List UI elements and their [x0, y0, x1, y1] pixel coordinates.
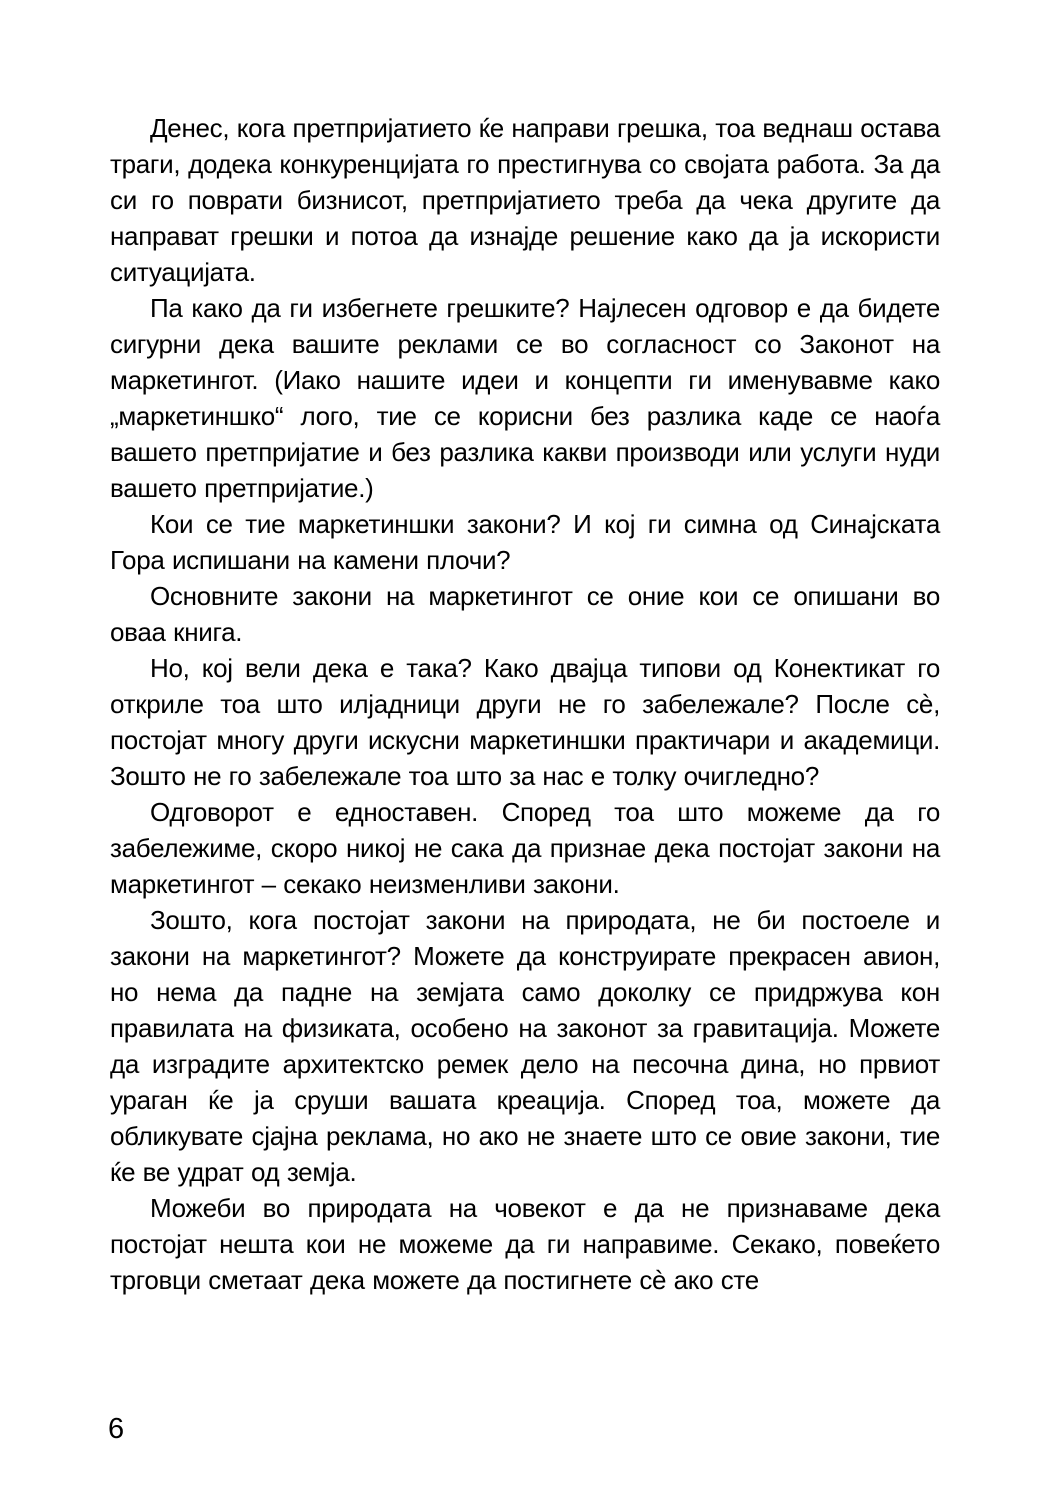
- paragraph: Денес, кога претпријатието ќе направи грешка, тоа веднаш остава траги, додека конкуренцијата го престигнува со својата работа. За да си го поврати бизнисот, претпријатието треба да чека другите да направат грешки и потоа да изнајде решение како да ја искористи ситуацијата.: [110, 113, 940, 287]
- paragraph: Кои се тие маркетиншки закони? И кој ги симна од Синајската Гора испишани на камени плочи?: [110, 509, 940, 575]
- paragraph: Основните закони на маркетингот се оние кои се опишани во оваа книга.: [110, 581, 940, 647]
- paragraph: Зошто, кога постојат закони на природата, не би постоеле и закони на маркетингот? Можете да конструирате прекрасен авион, но нема да падне на земјата само доколку се придржува кон правилата на физиката, особено на законот за гравитација. Можете да изградите архитектско ремек дело на песочна дина, но првиот ураган ќе ја сруши вашата креација. Според тоа, можете да обликувате сјајна реклама, но ако не знаете што се овие закони, тие ќе ве удрат од земја.: [110, 905, 940, 1187]
- paragraph: Одговорот е едноставен. Според тоа што можеме да го забележиме, скоро никој не сака да признае дека постојат закони на маркетингот – секако неизменливи закони.: [110, 797, 940, 899]
- page-number: 6: [108, 1413, 125, 1445]
- paragraph: Можеби во природата на човекот е да не признаваме дека постојат нешта кои не можеме да ги направиме. Секако, повеќето трговци сметаат дека можете да постигнете сè ако сте: [110, 1193, 940, 1295]
- paragraph: Но, кој вели дека е така? Како двајца типови од Конектикат го откриле тоа што илјадници други не го забележале? После сè, постојат многу други искусни маркетиншки практичари и академици. Зошто не го забележале тоа што за нас е толку очигледно?: [110, 653, 940, 791]
- paragraph: Па како да ги избегнете грешките? Најлесен одговор е да бидете сигурни дека вашите реклами се во согласност со Законот на маркетингот. (Иако нашите идеи и концепти ги именувавме како „маркетиншко“ лого, тие се корисни без разлика каде се наоѓа вашето претпријатие и без разлика какви производи или услуги нуди вашето претпријатие.): [110, 293, 940, 503]
- body-text: [110, 110, 940, 1298]
